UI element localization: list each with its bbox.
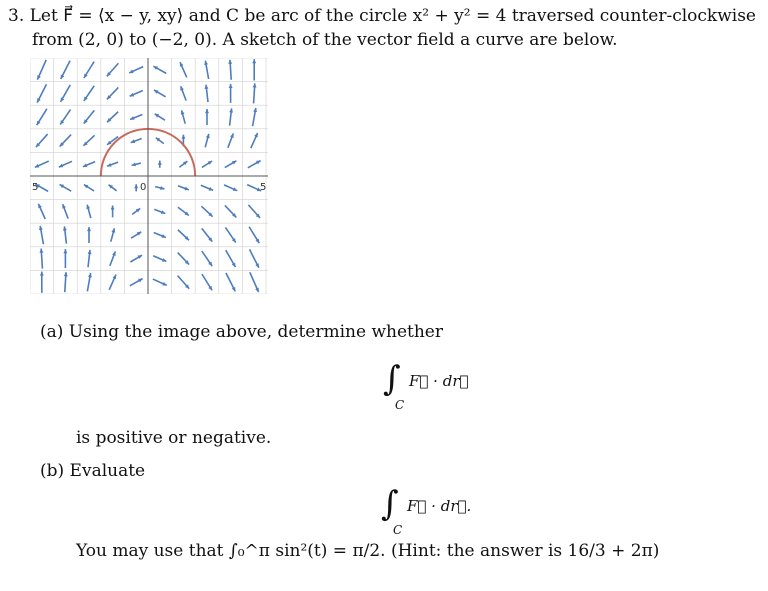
field-arrow [202, 251, 212, 266]
field-arrow [59, 161, 72, 167]
field-arrow [178, 276, 190, 289]
field-arrow [37, 60, 46, 80]
field-arrow [84, 62, 94, 78]
integral-subscript: C [393, 523, 403, 537]
integral-body: F⃗ · dr⃗. [407, 497, 472, 515]
field-arrow [109, 185, 117, 191]
field-arrow [83, 135, 94, 145]
field-arrow [229, 84, 233, 103]
field-arrow [110, 251, 116, 265]
field-arrow [225, 161, 237, 168]
field-arrow [107, 162, 118, 167]
field-arrow [250, 272, 259, 292]
field-arrow [63, 226, 67, 243]
field-arrow [132, 208, 140, 214]
field-arrow [178, 186, 189, 191]
field-arrow [180, 86, 186, 100]
field-arrow [154, 90, 166, 97]
integral-subscript: C [395, 398, 405, 412]
field-arrow [155, 186, 164, 190]
part-b-label: (b) Evaluate [40, 461, 146, 481]
field-arrow [38, 204, 45, 219]
field-arrow [226, 250, 236, 267]
field-arrow [36, 134, 48, 147]
part-a-integral [383, 359, 469, 412]
field-arrow [228, 133, 234, 147]
field-arrow [111, 228, 115, 241]
axis-label-left: 5 [32, 182, 39, 193]
field-arrow [156, 138, 164, 144]
field-arrow [225, 205, 236, 217]
field-arrow [253, 108, 257, 126]
field-arrow [111, 205, 115, 217]
field-arrow [132, 162, 141, 166]
field-arrow [202, 161, 212, 167]
field-arrow [202, 228, 213, 241]
part-b-integral [381, 484, 472, 537]
problem-line-2: from (2, 0) to (−2, 0). A sketch of the vector field a curve are below. [32, 30, 618, 50]
field-arrow [201, 206, 212, 216]
field-arrow [37, 109, 47, 125]
field-arrow [153, 66, 166, 73]
field-arrow [64, 272, 68, 292]
field-arrow [84, 110, 95, 123]
field-arrow [60, 184, 72, 191]
field-arrow [154, 209, 165, 214]
field-arrow [204, 61, 208, 79]
field-arrow [40, 272, 44, 293]
field-arrow [129, 67, 143, 73]
problem-line-1: 3. Let F⃗ = ⟨x − y, xy⟩ and C be arc of the circle x² + y² = 4 traversed counter-clockwise [8, 6, 756, 26]
field-arrow [153, 256, 166, 262]
field-arrow [84, 185, 94, 191]
field-arrow [130, 279, 143, 286]
part-a-label: (a) Using the image above, determine whether [40, 322, 443, 342]
field-arrow [130, 255, 142, 262]
field-arrow [252, 59, 256, 80]
field-arrow [226, 273, 235, 291]
field-arrow [107, 63, 119, 76]
field-arrow [63, 249, 67, 268]
integral-sign: ∫ [381, 484, 399, 524]
axis-label-right: 5 [260, 182, 267, 193]
field-arrow [107, 112, 118, 122]
field-arrow [248, 161, 261, 168]
field-arrow [205, 134, 209, 147]
field-arrow [225, 227, 235, 242]
field-arrow [179, 161, 187, 167]
field-arrow [107, 87, 118, 99]
field-arrow [131, 139, 142, 144]
field-arrow [158, 161, 162, 168]
field-arrow [131, 232, 141, 238]
field-arrow [130, 114, 142, 119]
part-a-after: is positive or negative. [76, 428, 272, 448]
field-arrow [83, 162, 95, 167]
field-arrow [181, 110, 185, 123]
field-arrow [250, 249, 259, 267]
field-arrow [202, 274, 212, 290]
field-arrow [253, 83, 257, 103]
field-arrow [86, 205, 90, 218]
field-arrow [60, 109, 70, 124]
field-arrow [228, 60, 232, 80]
field-arrow [61, 85, 71, 102]
field-arrow [130, 91, 143, 97]
field-arrow [87, 227, 91, 243]
integral-sign: ∫ [383, 359, 401, 399]
field-arrow [178, 207, 189, 215]
field-arrow [109, 275, 116, 290]
field-arrow [88, 250, 92, 267]
field-arrow [180, 62, 187, 77]
field-arrow [205, 85, 209, 102]
field-arrow [205, 109, 209, 125]
field-arrow [251, 133, 258, 148]
field-arrow [154, 232, 166, 237]
field-arrow [39, 226, 43, 244]
field-arrow [62, 204, 68, 218]
field-arrow [39, 249, 43, 269]
field-arrow [84, 86, 94, 101]
field-arrow [37, 84, 46, 102]
field-arrow [201, 185, 213, 190]
field-arrow [178, 230, 189, 240]
field-arrow [248, 205, 260, 218]
field-arrow [178, 253, 189, 265]
field-arrow [249, 227, 259, 243]
field-arrow [153, 279, 167, 285]
integral-body: F⃗ · dr⃗ [409, 372, 469, 390]
field-arrow [229, 108, 233, 125]
field-arrow [134, 184, 138, 191]
field-arrow [224, 185, 237, 191]
field-arrow [60, 135, 71, 147]
field-arrow [87, 273, 91, 291]
field-arrow [35, 161, 49, 167]
field-arrow [61, 61, 70, 79]
part-b-hint: You may use that ∫₀^π sin²(t) = π/2. (Hint: the answer is 16/3 + 2π) [76, 541, 660, 561]
vector-field-plot [30, 58, 268, 294]
axis-label-origin: 0 [140, 182, 147, 193]
field-arrow [155, 114, 165, 120]
